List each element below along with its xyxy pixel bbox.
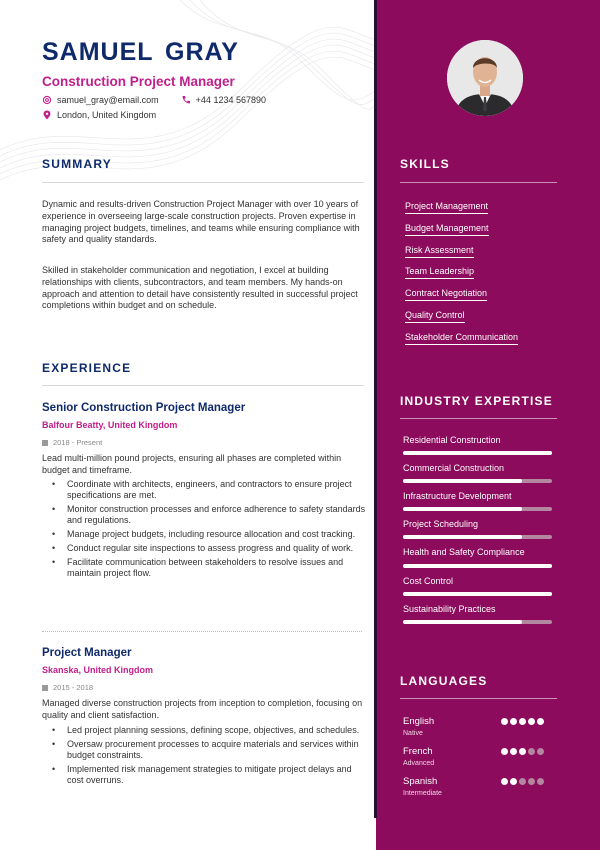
candidate-name: SAMUEL GRAY [42,38,239,66]
list-item: • Led project planning sessions, defining scope, objectives, and schedules. [52,725,368,736]
expertise-bar-fill [403,535,522,539]
expertise-label: Infrastructure Development [403,491,512,501]
phone-text[interactable]: +44 1234 567890 [195,95,266,105]
skill-tag: Quality Control [405,310,465,323]
summary-heading: SUMMARY [42,157,112,171]
list-item: • Oversaw procurement processes to acquire materials and services within budget constraints. [52,739,368,761]
expertise-label: Cost Control [403,576,454,586]
rating-dot [519,718,526,725]
expertise-bar [403,592,552,596]
rating-dot [528,718,535,725]
job-dates-text: 2018 - Present [53,438,103,447]
phone-icon [181,95,191,105]
language-name: English [403,716,435,727]
expertise-label: Project Scheduling [403,519,479,529]
list-item: • Manage project budgets, including resource allocation and cost tracking. [52,529,368,540]
languages-divider [400,698,557,699]
language-level: Native [403,730,423,737]
language-rating-dots [501,748,546,755]
list-item: • Implemented risk management strategies to mitigate project delays and cost overruns. [52,764,368,786]
summary-divider [42,182,364,183]
location-text: London, United Kingdom [57,110,157,120]
skill-tag: Budget Management [405,223,489,236]
skills-divider [400,182,557,183]
expertise-heading: INDUSTRY EXPERTISE [400,394,553,408]
list-item: • Coordinate with architects, engineers, and contractors to ensure project specifications are met. [52,479,368,501]
job-description: Lead multi-million pound projects, ensuring all phases are completed within budget and timeframe. [42,453,342,475]
expertise-bar [403,479,552,483]
job-dates [42,438,102,447]
language-rating-dots [501,718,546,725]
job-description: Managed diverse construction projects from inception to completion, focusing on quality and client satisfaction. [42,698,363,720]
summary-paragraph-2: Skilled in stakeholder communication and negotiation, I excel at building relationships with clients, subcontractors, and team members. My hands-on approach and attention to detail have consistently resulted in successful project completions within budget and on schedule. [42,265,358,311]
rating-dot [537,778,544,785]
skills-heading: SKILLS [400,157,450,171]
language-level: Advanced [403,760,435,767]
skill-tag: Contract Negotiation [405,288,487,301]
rating-dot [510,778,517,785]
languages-heading: LANGUAGES [400,674,488,688]
avatar [447,40,523,116]
expertise-bar-fill [403,620,522,624]
expertise-label: Residential Construction [403,435,501,445]
rating-dot [519,748,526,755]
job-company: Skanska, United Kingdom [42,665,154,675]
contact-row [42,95,266,105]
rating-dot [528,778,535,785]
skill-tag: Risk Assessment [405,245,474,258]
job-separator [42,631,362,632]
location-row [42,110,156,120]
expertise-bar [403,564,552,568]
job-bullet-list [52,479,368,582]
job-bullet-list [52,725,368,789]
at-sign-icon [42,95,52,105]
email-text[interactable]: samuel_gray@email.com [57,95,159,105]
list-item: • Monitor construction processes and enforce adherence to safety standards and regulations. [52,504,368,526]
rating-dot [510,718,517,725]
expertise-bar [403,620,552,624]
sidebar-edge [374,0,377,818]
language-name: Spanish [403,776,438,787]
expertise-bar [403,507,552,511]
rating-dot [519,778,526,785]
expertise-bar [403,535,552,539]
rating-dot [528,748,535,755]
calendar-icon [42,685,48,691]
skill-tag: Project Management [405,201,488,214]
expertise-label: Health and Safety Compliance [403,547,525,557]
expertise-bar-fill [403,564,552,568]
list-item: • Facilitate communication between stakeholders to resolve issues and maintain project flow. [52,557,368,579]
summary-paragraph-1: Dynamic and results-driven Construction Project Manager with over 10 years of experience in overseeing large-scale construction projects. Proven expertise in managing project budgets, timelines, and teams while ensuring compliance with safety and quality standards. [42,199,360,245]
rating-dot [537,748,544,755]
location-pin-icon [42,110,52,120]
rating-dot [501,748,508,755]
job-title: Project Manager [42,647,132,659]
candidate-role: Construction Project Manager [42,74,235,89]
rating-dot [537,718,544,725]
calendar-icon [42,440,48,446]
job-dates-text: 2015 - 2018 [53,683,94,692]
language-name: French [403,746,433,757]
job-company: Balfour Beatty, United Kingdom [42,420,178,430]
expertise-bar-fill [403,592,552,596]
list-item: • Conduct regular site inspections to assess progress and quality of work. [52,543,368,554]
language-level: Intermediate [403,790,442,797]
job-title: Senior Construction Project Manager [42,402,246,414]
job-dates [42,683,93,692]
rating-dot [510,748,517,755]
profile-photo-icon [447,40,523,116]
language-rating-dots [501,778,546,785]
skill-tag: Team Leadership [405,266,474,279]
expertise-bar-fill [403,479,522,483]
rating-dot [501,778,508,785]
expertise-bar-fill [403,451,552,455]
skill-tag: Stakeholder Communication [405,332,518,345]
experience-divider [42,385,364,386]
expertise-label: Commercial Construction [403,463,505,473]
expertise-label: Sustainability Practices [403,604,496,614]
expertise-divider [400,418,557,419]
expertise-bar [403,451,552,455]
experience-heading: EXPERIENCE [42,361,132,375]
expertise-bar-fill [403,507,522,511]
rating-dot [501,718,508,725]
